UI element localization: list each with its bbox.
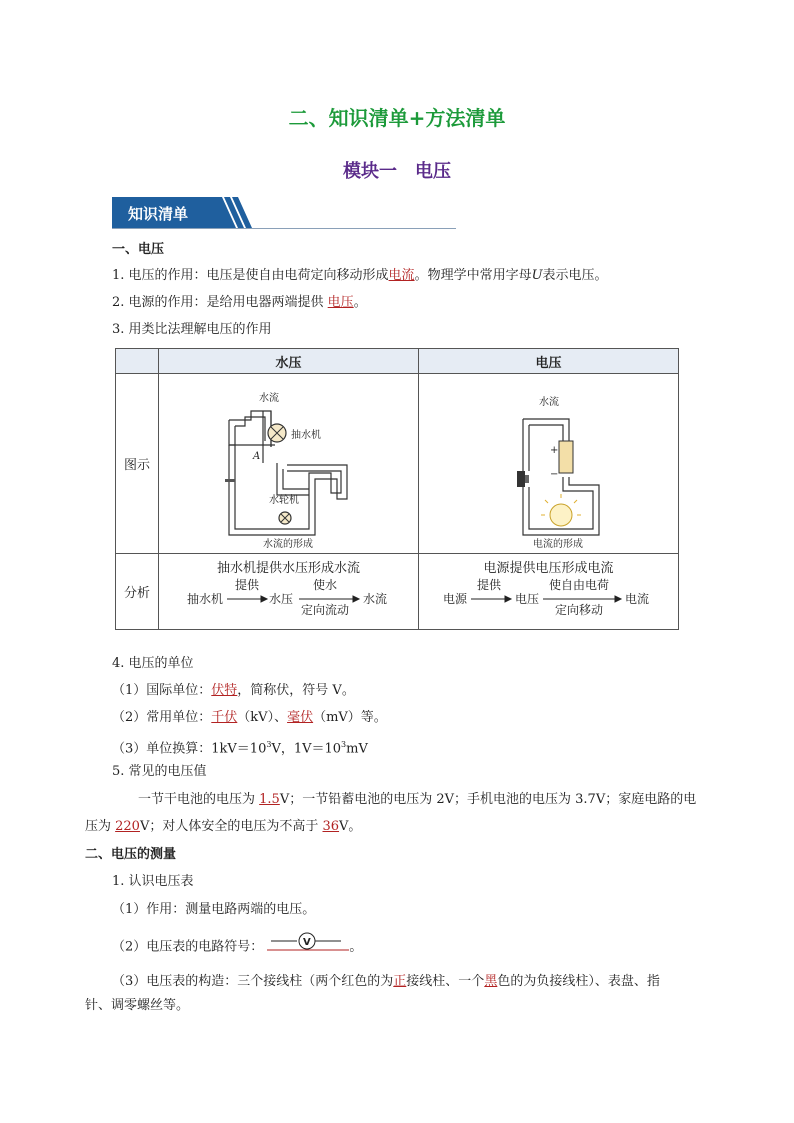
item-power-source-role: 2. 电源的作用：是给用电器两端提供 电压。 xyxy=(112,295,367,310)
voltmeter-symbol-line: （2）电压表的电路符号： V 。 xyxy=(112,937,362,958)
svg-text:水轮机: 水轮机 xyxy=(269,494,299,506)
banner-underline xyxy=(112,228,456,229)
svg-text:使水: 使水 xyxy=(313,578,338,592)
water-analysis-title: 抽水机提供水压形成水流 xyxy=(216,561,360,576)
common-values-heading: 5. 常见的电压值 xyxy=(112,764,207,779)
answer-kilovolt: 千伏 xyxy=(211,710,238,725)
electric-circuit-figure xyxy=(419,375,677,553)
svg-text:水流: 水流 xyxy=(539,396,559,408)
section-heading-voltage: 一、电压 xyxy=(112,242,165,257)
svg-text:提供: 提供 xyxy=(477,578,502,592)
svg-text:V: V xyxy=(303,937,312,948)
svg-text:水压: 水压 xyxy=(269,592,294,606)
common-values-line2: 压为 220V；对人体安全的电压为不高于 36V。 xyxy=(85,819,362,834)
svg-text:A: A xyxy=(253,450,261,462)
answer-millivolt: 毫伏 xyxy=(287,710,314,725)
answer-1-5: 1.5 xyxy=(259,792,280,807)
units-heading: 4. 电压的单位 xyxy=(112,656,194,671)
item-voltage-role: 1. 电压的作用：电压是使自由电荷定向移动形成电流。物理学中常用字母U表示电压。 xyxy=(112,268,608,283)
answer-positive: 正 xyxy=(393,974,407,989)
answer-volt: 伏特 xyxy=(211,683,238,698)
answer-black: 黑 xyxy=(484,974,498,989)
svg-text:水流的形成: 水流的形成 xyxy=(263,538,313,550)
voltmeter-function: （1）作用：测量电路两端的电压。 xyxy=(112,902,316,917)
electric-analysis-cell xyxy=(419,554,679,630)
svg-text:水流: 水流 xyxy=(259,392,279,404)
svg-text:抽水机: 抽水机 xyxy=(187,592,224,606)
answer-current: 电流 xyxy=(388,268,415,283)
svg-text:使自由电荷: 使自由电荷 xyxy=(549,578,610,592)
voltmeter-intro: 1. 认识电压表 xyxy=(112,874,194,889)
svg-text:+: + xyxy=(550,444,559,456)
page-title: 二、知识清单+方法清单 xyxy=(288,106,506,130)
voltmeter-structure-line1: （3）电压表的构造：三个接线柱（两个红色的为正接线柱、一个黑色的为负接线柱）、表盘、指 xyxy=(112,974,660,989)
water-circuit-figure xyxy=(159,375,417,553)
banner-label: 知识清单 xyxy=(128,205,189,223)
svg-text:定向流动: 定向流动 xyxy=(301,603,350,617)
module-title: 模块一 电压 xyxy=(343,161,451,182)
svg-text:提供: 提供 xyxy=(235,578,260,592)
answer-220: 220 xyxy=(115,819,140,834)
voltmeter-structure-line2: 针、调零螺丝等。 xyxy=(85,998,190,1013)
units-conversion: （3）单位换算：$1kV=10^3V$，$1V=10^3mV$ xyxy=(112,740,368,757)
water-figure-cell xyxy=(159,374,419,554)
water-analysis-cell xyxy=(159,554,419,630)
item-analogy: 3. 用类比法理解电压的作用 xyxy=(112,322,272,337)
svg-text:电流的形成: 电流的形成 xyxy=(533,538,583,550)
common-values-line1: 一节干电池的电压为 1.5V；一节铅蓄电池的电压为 2V；手机电池的电压为 3.7V；家庭电路的电 xyxy=(138,792,697,807)
row-label-figure: 图示 xyxy=(116,374,159,554)
units-si: （1）国际单位：伏特，简称伏，符号 V。 xyxy=(112,683,355,698)
switch-symbol xyxy=(517,471,525,487)
electric-analysis-flow xyxy=(419,576,677,622)
svg-text:电压: 电压 xyxy=(515,592,540,606)
answer-voltage: 电压 xyxy=(327,295,354,310)
bulb-symbol xyxy=(550,504,572,526)
col-header-voltage: 电压 xyxy=(419,349,679,374)
resistor-symbol xyxy=(559,441,573,473)
svg-text:电流: 电流 xyxy=(625,592,650,606)
electric-figure-cell xyxy=(419,374,679,554)
svg-text:−: − xyxy=(550,468,559,480)
answer-36: 36 xyxy=(322,819,340,834)
svg-text:定向移动: 定向移动 xyxy=(555,603,604,617)
section-heading-measurement: 二、电压的测量 xyxy=(85,847,177,862)
table-corner xyxy=(116,349,159,374)
analogy-table xyxy=(115,348,679,630)
svg-text:水流: 水流 xyxy=(363,592,388,606)
col-header-water: 水压 xyxy=(159,349,419,374)
voltmeter-symbol-icon xyxy=(267,931,349,951)
row-label-analysis: 分析 xyxy=(116,554,159,630)
electric-analysis-title: 电源提供电压形成电流 xyxy=(483,561,614,576)
svg-text:电源: 电源 xyxy=(443,592,468,606)
svg-text:抽水机: 抽水机 xyxy=(291,429,321,441)
units-common: （2）常用单位：千伏（kV）、毫伏（mV）等。 xyxy=(112,710,387,725)
water-analysis-flow xyxy=(159,576,417,622)
